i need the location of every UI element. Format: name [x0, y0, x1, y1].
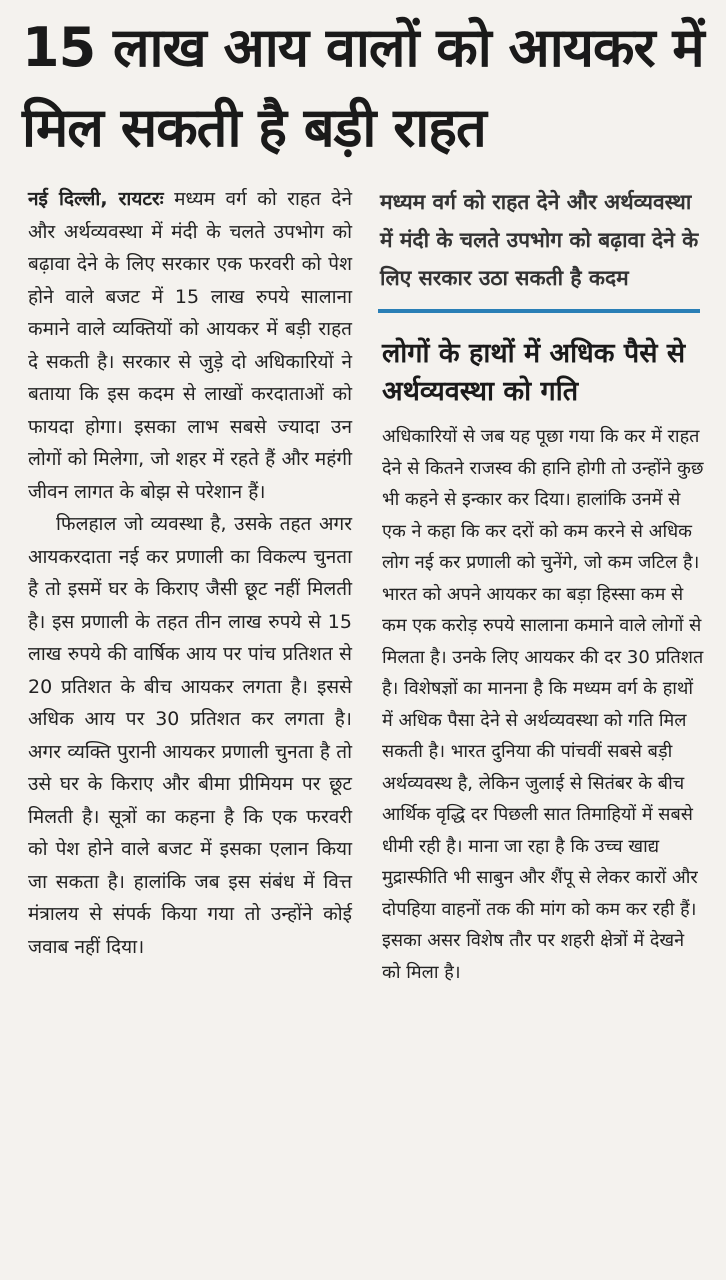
left-column	[28, 183, 352, 963]
right-column	[378, 183, 708, 988]
headline: 15 लाख आय वालों को आयकर में मिल सकती है बड़ी राहत	[22, 16, 704, 159]
pull-quote: मध्यम वर्ग को राहत देने और अर्थव्यवस्था में मंदी के चलते उपभोग को बढ़ावा देने के लिए सरकार उठा सकती है कदम	[380, 190, 699, 290]
body-paragraph: फिलहाल जो व्यवस्था है, उसके तहत अगर आयकरदाता नई कर प्रणाली का विकल्प चुनता है तो इसमें घर के किराए जैसी छूट नहीं मिलती है। इस प्रणाली के तहत तीन लाख रुपये से 15 लाख रुपये की वार्षिक आय पर पांच प्रतिशत से 20 प्रतिशत के बीच आयकर लगता है। इससे अधिक आय पर 30 प्रतिशत कर लगता है। अगर व्यक्ति पुरानी आयकर प्रणाली चुनता है तो उसे घर के किराए और बीमा प्रीमियम पर छूट मिलती है। सूत्रों का कहना है कि एक फरवरी को पेश होने वाले बजट में इसका एलान किया जा सकता है। हालांकि जब इस संबंध में वित्त मंत्रालय से संपर्क किया गया तो उन्होंने कोई जवाब नहीं दिया।	[28, 513, 352, 958]
lead-paragraph	[28, 183, 352, 508]
dateline: नई दिल्ली, रायटरः	[28, 188, 164, 210]
pull-quote-rule	[378, 309, 700, 313]
lead-text: मध्यम वर्ग को राहत देने और अर्थव्यवस्था में मंदी के चलते उपभोग को बढ़ावा देने के लिए सरकार एक फरवरी को पेश होने वाले बजट में 15 लाख रुपये सालाना कमाने वाले व्यक्तियों को आयकर में बड़ी राहत दे सकती है। सरकार से जुड़े दो अधिकारियों ने बताया कि इस कदम से लाखों करदाताओं को फायदा होगा। इसका लाभ सबसे ज्यादा उन लोगों को मिलेगा, जो शहर में रहते हैं और महंगी जीवन लागत के बोझ से परेशान हैं।	[28, 188, 352, 503]
subheading: लोगों के हाथों में अधिक पैसे से अर्थव्यवस्था को गति	[382, 338, 686, 407]
right-body-text: अधिकारियों से जब यह पूछा गया कि कर में राहत देने से कितने राजस्व की हानि होगी तो उन्होंने कुछ भी कहने से इन्कार कर दिया। हालांकि उनमें से एक ने कहा कि कर दरों को कम करने से अधिक लोग नई कर प्रणाली को चुनेंगे, जो कम जटिल है। भारत को अपने आयकर का बड़ा हिस्सा कम से कम एक करोड़ रुपये सालाना कमाने वाले लोगों से मिलता है। उनके लिए आयकर की दर 30 प्रतिशत है। विशेषज्ञों का मानना है कि मध्यम वर्ग के हाथों में अधिक पैसा देने से अर्थव्यवस्था को गति मिल सकती है। भारत दुनिया की पांचवीं सबसे बड़ी अर्थव्यवस्थ है, लेकिन जुलाई से सितंबर के बीच आर्थिक वृद्धि दर पिछली सात तिमाहियों में सबसे धीमी रही है। माना जा रहा है कि उच्च खाद्य मुद्रास्फीति भी साबुन और शैंपू से लेकर कारों और दोपहिया वाहनों तक की मांग को कम कर रही हैं। इसका असर विशेष तौर पर शहरी क्षेत्रों में देखने को मिला है।	[382, 426, 704, 983]
